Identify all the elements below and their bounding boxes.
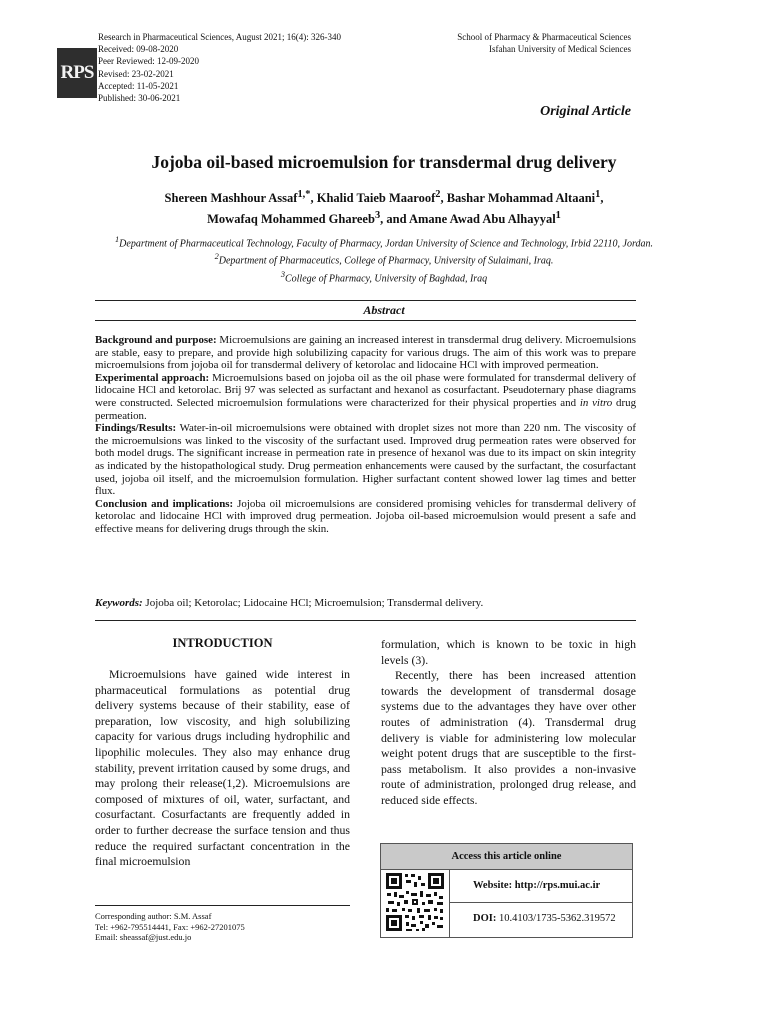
abstract-heading: Abstract xyxy=(363,303,405,317)
access-box-divider xyxy=(449,870,450,937)
author-affiliation-mark: 1,* xyxy=(297,189,311,200)
affiliation-mark: 2 xyxy=(214,252,219,262)
section-label: Findings/Results: xyxy=(95,422,177,435)
keywords-bottom-rule xyxy=(95,620,636,621)
university-name: Isfahan University of Medical Sciences xyxy=(489,44,631,55)
access-online-box xyxy=(380,843,633,938)
abstract-body xyxy=(95,334,636,536)
journal-logo xyxy=(57,48,97,98)
publisher-info xyxy=(457,31,631,55)
journal-citation: Research in Pharmaceutical Sciences, August 2021; 16(4): 326-340 xyxy=(98,32,341,42)
doi-link[interactable]: 10.4103/1735-5362.319572 xyxy=(496,913,616,924)
author-affiliation-mark: 3 xyxy=(374,210,381,222)
keywords-label: Keywords: xyxy=(95,597,143,609)
introduction-heading: INTRODUCTION xyxy=(172,636,273,650)
contact-email: Email: sheassaf@just.edu.jo xyxy=(95,932,192,942)
doi-row xyxy=(451,903,632,935)
intro-paragraph-1: Microemulsions have gained wide interest in pharmaceutical formulations as potential drug delivery systems because of their stability, ease of preparation, low viscosity, and high solubilizing capacity for various drugs including hydrophilic and lipophilic molecules. They also may enhance drug stability, prevent irritation caused by some drugs, and may prolong their release(1,2). Microemulsions are composed of mixtures of oil, water, surfactant, and cosurfactant. Cosurfactants are frequently added in order to further decrease the surface tension and thus reduce the required surfactant concentration in the final microemulsion xyxy=(95,667,350,869)
author-affiliation-mark: 2 xyxy=(435,189,441,200)
section-text: drug permeation. xyxy=(95,396,637,422)
abstract-top-rule xyxy=(95,300,636,301)
section-text: Jojoba oil microemulsions are considered promising vehicles for transdermal delivery of ketorolac and lidocaine HCl with improved drug permeation. Jojoba oil-based microemulsion would present a safe and effective means for delivering drugs through the skin. xyxy=(95,497,636,535)
corresponding-author: Corresponding author: S.M. Assaf xyxy=(95,911,212,921)
abstract-findings xyxy=(95,422,636,498)
paper-title: Jojoba oil-based microemulsion for transdermal drug delivery xyxy=(151,152,617,172)
publication-history xyxy=(98,31,341,104)
right-column xyxy=(381,637,636,809)
revised-date: Revised: 23-02-2021 xyxy=(98,68,174,79)
author-affiliation-mark: 1 xyxy=(555,210,561,222)
section-text-italic: in vitro xyxy=(579,396,613,409)
abstract-approach xyxy=(95,372,636,422)
affiliation-item xyxy=(100,233,668,250)
correspondence-footnote xyxy=(95,911,245,943)
affiliation-mark: 1 xyxy=(115,235,120,244)
section-label: Conclusion and implications: xyxy=(95,497,234,510)
keywords xyxy=(95,597,636,609)
author-affiliation-mark: 1 xyxy=(595,189,601,200)
website-row xyxy=(451,870,632,902)
author-name: Amane Awad Abu Alhayyal xyxy=(408,212,556,227)
access-box-heading: Access this article online xyxy=(381,844,632,870)
school-name: School of Pharmacy & Pharmaceutical Sciences xyxy=(457,32,631,42)
author-name: Mowafaq Mohammed Ghareeb xyxy=(207,212,375,227)
author-name: Bashar Mohammad Altaani xyxy=(446,191,596,206)
section-text: Microemulsions based on jojoba oil as the oil phase were formulated for transdermal delivery of lidocaine HCl and ketorolac. Brij 97 was selected as surfactant and hexanol as cosurfactant. Pseudoternary phase diagrams were constructed. Selected microemulsion formulations were characterized for their physical properties and xyxy=(95,371,636,409)
peer-reviewed-date: Peer Reviewed: 12-09-2020 xyxy=(98,56,199,67)
author-name: Khalid Taieb Maaroof xyxy=(316,191,436,206)
section-text: Microemulsions are gaining an increased interest in transdermal drug delivery. Microemulsions are stable, easy to prepare, and provide high solubilizing capacity for various drugs. The aim of this work was to prepare microemulsions from jojoba oil for transdermal delivery of ketorolac and lidocaine HCl with improved permeation. xyxy=(95,334,637,372)
footnote-rule xyxy=(95,905,350,906)
affiliation-list xyxy=(100,233,668,285)
author-name: Shereen Mashhour Assaf xyxy=(164,191,298,206)
abstract-conclusion xyxy=(95,498,636,536)
section-label: Experimental approach: xyxy=(95,371,210,384)
doi-label: DOI: xyxy=(473,913,497,924)
website-label: Website: xyxy=(473,880,513,891)
abstract-heading-rule xyxy=(95,320,636,321)
logo-text: RPS xyxy=(60,62,94,83)
affiliation-item xyxy=(100,250,668,267)
section-label: Background and purpose: xyxy=(95,334,217,346)
affiliation-item xyxy=(100,268,668,285)
section-text: Water-in-oil microemulsions were obtained with droplet sizes not more than 220 nm. The viscosity of the microemulsions was linked to the viscosity of the surfactant used. Improved drug permeation rates were observed for both model drugs. The significant increase in permeation rate in presence of hexanol was due to its impact on skin integrity as indicated by the histopathological study. Drug permeation enhancements were caused by the surfactant, the cosurfactant used, jojoba oil itself, and the microemulsion formulation. Higher surfactant content showed lower lag times and better flux. xyxy=(95,422,636,498)
received-date: Received: 09-08-2020 xyxy=(98,44,179,55)
website-link[interactable]: http://rps.mui.ac.ir xyxy=(512,880,601,891)
abstract-background xyxy=(95,334,636,372)
intro-paragraph-2: Recently, there has been increased attention towards the development of transdermal dosage systems due to the advantages they have over other routes of administration (4). Transdermal drug delivery is viable for administering low molecular weight potent drugs that are susceptible to the first-pass metabolism. It also provides a non-invasive route of administration, prolonged drug release, and reduced side effects. xyxy=(381,668,636,807)
published-date: Published: 30-06-2021 xyxy=(98,93,181,104)
affiliation-text: Department of Pharmaceutical Technology, Faculty of Pharmacy, Jordan University of Science and Technology, Irbid 22110, Jordan. xyxy=(119,238,653,250)
intro-paragraph-1-continued: formulation, which is known to be toxic in high levels (3). xyxy=(381,637,636,667)
qr-code-icon xyxy=(384,871,446,933)
keywords-text: Jojoba oil; Ketorolac; Lidocaine HCl; Microemulsion; Transdermal delivery. xyxy=(142,597,484,609)
left-column xyxy=(95,667,350,870)
affiliation-text: Department of Pharmaceutics, College of Pharmacy, University of Sulaimani, Iraq. xyxy=(218,255,554,267)
accepted-date: Accepted: 11-05-2021 xyxy=(98,80,179,91)
affiliation-text: College of Pharmacy, University of Baghdad, Iraq xyxy=(284,272,488,284)
author-list: Shereen Mashhour Assaf$^{1,*}$, Khalid Taieb Maaroof$^2$, Bashar Mohammad Altaani$^1$, Mowafaq Mohammed Ghareeb$^3$, and Amane Awad Abu Alhayyal$^1$ xyxy=(164,189,604,227)
article-type: Original Article xyxy=(540,104,631,119)
contact-phone: Tel: +962-795514441, Fax: +962-27201075 xyxy=(95,921,245,932)
affiliation-mark: 3 xyxy=(280,269,285,279)
qr-code-graphic xyxy=(384,871,446,933)
